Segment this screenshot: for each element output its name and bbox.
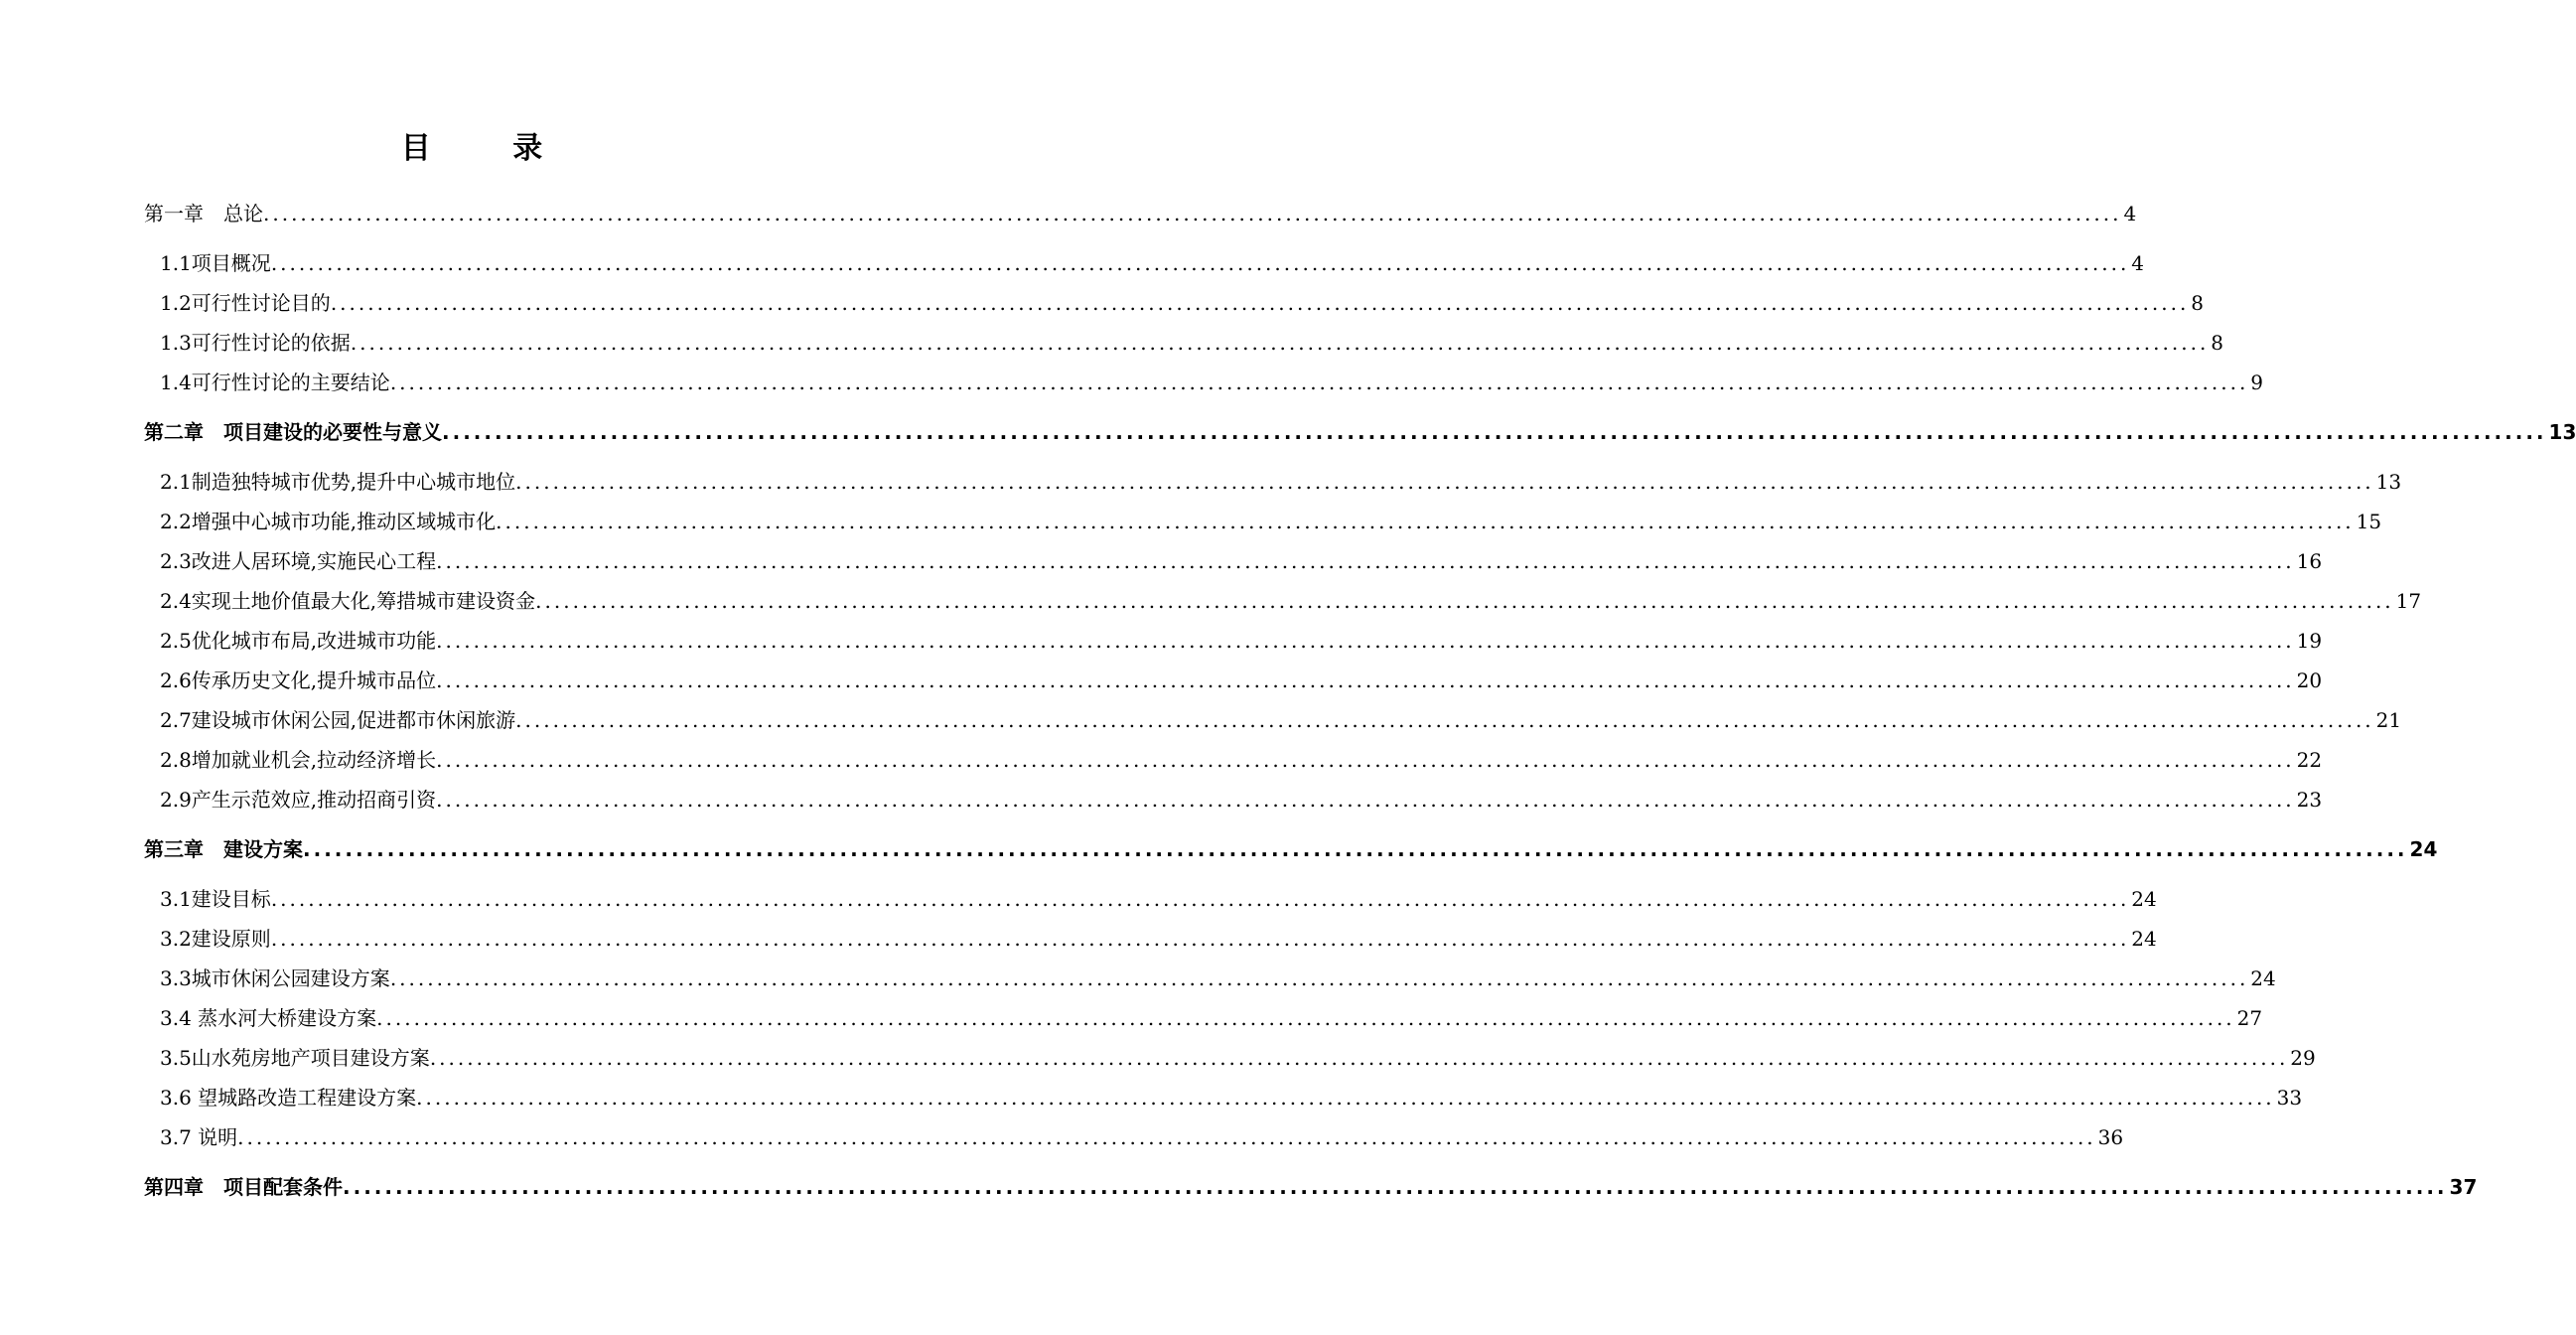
toc-section-entry[interactable] xyxy=(144,621,2323,661)
toc-section-entry[interactable] xyxy=(144,581,2422,621)
toc-page-number: 15 xyxy=(2356,510,2382,533)
toc-entry-title: 3.3城市休闲公园建设方案 xyxy=(160,966,390,990)
toc-section-entry[interactable] xyxy=(144,700,2402,740)
toc-section-entry[interactable] xyxy=(144,462,2402,502)
toc-dot-leader: ........................................................................................................................................................................................................ xyxy=(436,748,2295,772)
toc-page-number: 16 xyxy=(2296,549,2323,573)
toc-page-number: 21 xyxy=(2375,708,2402,732)
toc-entry-title: 3.4 蒸水河大桥建设方案 xyxy=(160,1006,377,1030)
toc-page-number: 29 xyxy=(2290,1046,2316,1070)
toc-entry-title: 3.2建设原则 xyxy=(160,927,271,951)
toc-entry-title: 3.5山水苑房地产项目建设方案 xyxy=(160,1046,430,1070)
toc-section-entry[interactable] xyxy=(144,1078,2303,1117)
toc-dot-leader: ........................................................................................................................................................................................................ xyxy=(389,371,2249,394)
table-of-contents xyxy=(144,194,2576,1207)
page-title: 目 录 xyxy=(400,131,579,166)
toc-section-entry[interactable] xyxy=(144,243,2145,283)
toc-entry-title: 第一章 总论 xyxy=(144,202,263,225)
toc-page-number: 27 xyxy=(2236,1006,2263,1030)
toc-entry-title: 2.6传承历史文化,提升城市品位 xyxy=(160,668,437,692)
toc-section-entry[interactable] xyxy=(144,919,2157,959)
toc-page-number: 13 xyxy=(2548,420,2576,444)
toc-page-number: 8 xyxy=(2211,331,2224,355)
toc-dot-leader: ........................................................................................................................................................................................................ xyxy=(343,1175,2448,1199)
toc-dot-leader: ........................................................................................................................................................................................................ xyxy=(515,708,2374,732)
toc-entry-title: 2.4实现土地价值最大化,筹措城市建设资金 xyxy=(160,589,536,613)
toc-dot-leader: ........................................................................................................................................................................................................ xyxy=(436,629,2295,653)
toc-entry-title: 第四章 项目配套条件 xyxy=(144,1175,343,1199)
toc-dot-leader: ........................................................................................................................................................................................................ xyxy=(442,420,2547,444)
toc-dot-leader: ........................................................................................................................................................................................................ xyxy=(330,291,2190,315)
toc-page-number: 4 xyxy=(2131,251,2145,275)
toc-section-entry[interactable] xyxy=(144,959,2276,998)
toc-dot-leader: ........................................................................................................................................................................................................ xyxy=(376,1006,2235,1030)
toc-page-number: 24 xyxy=(2131,887,2157,911)
toc-section-entry[interactable] xyxy=(144,283,2205,323)
toc-entry-title: 第三章 建设方案 xyxy=(144,837,303,861)
toc-dot-leader: ........................................................................................................................................................................................................ xyxy=(416,1086,2275,1110)
toc-section-entry[interactable] xyxy=(144,879,2157,919)
toc-page-number: 23 xyxy=(2296,788,2323,812)
toc-chapter-entry[interactable] xyxy=(144,829,2438,869)
toc-page-number: 37 xyxy=(2449,1175,2478,1199)
toc-page-number: 24 xyxy=(2409,837,2438,861)
toc-entry-title: 1.4可行性讨论的主要结论 xyxy=(160,371,390,394)
toc-page-number: 17 xyxy=(2395,589,2422,613)
toc-page-number: 4 xyxy=(2123,202,2137,225)
toc-entry-title: 1.2可行性讨论目的 xyxy=(160,291,331,315)
toc-entry-title: 1.1项目概况 xyxy=(160,251,271,275)
toc-page-number: 22 xyxy=(2296,748,2323,772)
toc-dot-leader: ........................................................................................................................................................................................................ xyxy=(496,510,2355,533)
toc-dot-leader: ........................................................................................................................................................................................................ xyxy=(350,331,2210,355)
toc-page-number: 20 xyxy=(2296,668,2323,692)
toc-section-entry[interactable] xyxy=(144,1117,2124,1157)
toc-page-number: 13 xyxy=(2375,470,2402,494)
toc-page-number: 33 xyxy=(2276,1086,2303,1110)
toc-entry-title: 1.3可行性讨论的依据 xyxy=(160,331,351,355)
toc-page-number: 24 xyxy=(2131,927,2157,951)
toc-dot-leader: ........................................................................................................................................................................................................ xyxy=(429,1046,2289,1070)
toc-page-number: 36 xyxy=(2097,1125,2124,1149)
toc-section-entry[interactable] xyxy=(144,541,2323,581)
toc-section-entry[interactable] xyxy=(144,1038,2316,1078)
toc-entry-title: 2.2增强中心城市功能,推动区域城市化 xyxy=(160,510,497,533)
toc-entry-title: 2.9产生示范效应,推动招商引资 xyxy=(160,788,437,812)
toc-entry-title: 3.1建设目标 xyxy=(160,887,271,911)
toc-chapter-entry[interactable] xyxy=(144,412,2576,452)
toc-section-entry[interactable] xyxy=(144,780,2323,819)
toc-dot-leader: ........................................................................................................................................................................................................ xyxy=(237,1125,2096,1149)
toc-entry-title: 2.3改进人居环境,实施民心工程 xyxy=(160,549,437,573)
toc-section-entry[interactable] xyxy=(144,323,2224,363)
toc-dot-leader: ........................................................................................................................................................................................................ xyxy=(436,549,2295,573)
toc-chapter-entry[interactable] xyxy=(144,1167,2478,1207)
toc-section-entry[interactable] xyxy=(144,661,2323,700)
toc-entry-title: 2.1制造独特城市优势,提升中心城市地位 xyxy=(160,470,516,494)
toc-chapter-entry[interactable] xyxy=(144,194,2137,233)
toc-entry-title: 2.7建设城市休闲公园,促进都市休闲旅游 xyxy=(160,708,516,732)
toc-dot-leader: ........................................................................................................................................................................................................ xyxy=(515,470,2374,494)
toc-dot-leader: ........................................................................................................................................................................................................ xyxy=(270,251,2130,275)
toc-section-entry[interactable] xyxy=(144,363,2264,402)
toc-dot-leader: ........................................................................................................................................................................................................ xyxy=(389,966,2249,990)
toc-page-number: 8 xyxy=(2191,291,2205,315)
toc-page-number: 24 xyxy=(2250,966,2276,990)
toc-dot-leader: ........................................................................................................................................................................................................ xyxy=(303,837,2408,861)
toc-entry-title: 3.7 说明 xyxy=(160,1125,238,1149)
toc-entry-title: 3.6 望城路改造工程建设方案 xyxy=(160,1086,417,1110)
toc-dot-leader: ........................................................................................................................................................................................................ xyxy=(436,668,2295,692)
toc-page-number: 19 xyxy=(2296,629,2323,653)
toc-dot-leader: ........................................................................................................................................................................................................ xyxy=(270,887,2130,911)
toc-dot-leader: ........................................................................................................................................................................................................ xyxy=(436,788,2295,812)
toc-dot-leader: ........................................................................................................................................................................................................ xyxy=(535,589,2394,613)
toc-section-entry[interactable] xyxy=(144,998,2263,1038)
toc-section-entry[interactable] xyxy=(144,502,2382,541)
toc-entry-title: 第二章 项目建设的必要性与意义 xyxy=(144,420,442,444)
toc-dot-leader: ........................................................................................................................................................................................................ xyxy=(270,927,2130,951)
toc-dot-leader: ........................................................................................................................................................................................................ xyxy=(263,202,2122,225)
toc-section-entry[interactable] xyxy=(144,740,2323,780)
toc-entry-title: 2.5优化城市布局,改进城市功能 xyxy=(160,629,437,653)
toc-entry-title: 2.8增加就业机会,拉动经济增长 xyxy=(160,748,437,772)
toc-page-number: 9 xyxy=(2250,371,2264,394)
